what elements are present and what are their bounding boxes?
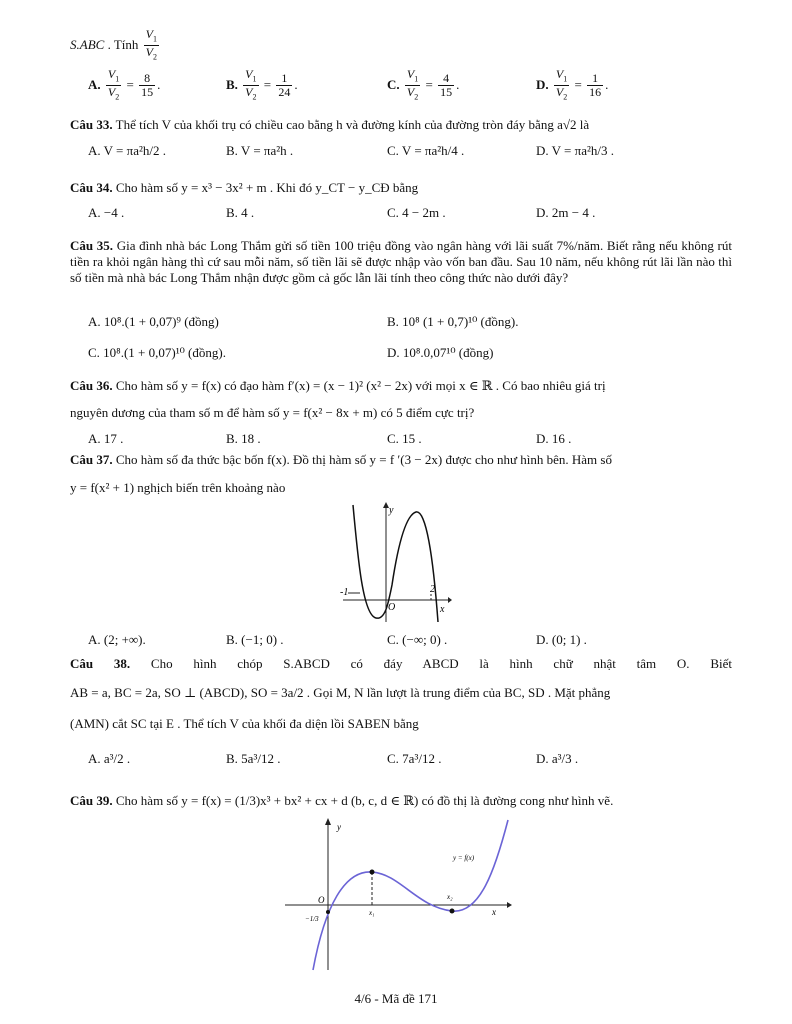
y-label: y [337,822,341,832]
tick-minus-1: -1 [340,587,349,598]
y-label: y [389,505,394,516]
curve-label: y = f(x) [453,854,475,862]
option-a[interactable]: A. −4 . [88,205,125,220]
curve-f-prime [353,505,438,622]
option-c[interactable]: C. 4 − 2m . [387,205,446,220]
curve-f [313,820,508,970]
option-d[interactable]: D. 10⁸.0,07¹⁰ (đồng) [387,345,494,360]
option-b[interactable]: B. 4 . [226,205,255,220]
option-c[interactable]: C. V = πa²h/4 . [387,143,465,158]
origin-label: O [318,895,325,905]
x2-label: x₂ [447,893,453,901]
x-label: x [440,604,445,615]
option-d[interactable]: D. 2m − 4 . [536,205,596,220]
option-a[interactable]: A. 17 . [88,431,124,446]
question-39: Câu 39. Cho hàm số y = f(x) = (1/3)x³ + bx² + cx + d (b, c, d ∈ ℝ) có đồ thị là đường cong như hình vẽ. [70,793,614,808]
question-37: Câu 37. Cho hàm số đa thức bậc bốn f(x). Đồ thị hàm số y = f ′(3 − 2x) được cho như hình bên. Hàm số [70,452,612,467]
tick-2: 2 [430,584,435,595]
option-b[interactable]: B. V = πa²h . [226,143,294,158]
option-d[interactable]: D. 16 . [536,431,572,446]
question-33: Câu 33. Thể tích V của khối trụ có chiều cao bằng h và đường kính của đường tròn đáy bằng a√2 là [70,117,590,132]
top-line: S.ABC . Tính $\frac{V_1}{V_2}$ [70,27,157,62]
graph-q39 [285,815,517,975]
option-d[interactable]: D. $\frac{V_1}{V_2}$ = $\frac{1}{16}$ . [536,67,609,102]
question-38-line3: (AMN) cắt SC tại E . Thể tích V của khối đa diện lồi SABEN bằng [70,716,419,731]
neg-third-label: −1/3 [305,915,319,923]
question-38: Câu 38. Cho hình chóp S.ABCD có đáy ABCD là hình chữ nhật tâm O. Biết [70,656,732,671]
option-b[interactable]: B. 18 . [226,431,261,446]
question-35: Câu 35. Gia đình nhà bác Long Thắm gửi số tiền 100 triệu đồng vào ngân hàng với lãi suất 7%/năm. Biết rằng nếu không rút tiền ra khỏi ngân hàng thì cứ sau mỗi năm, số tiền lãi sẽ được nhập vào vốn ban đầu. Sau 10 năm, nếu không rút lãi lần nào thì số tiền mà nhà bác Long Thắm nhận được gồm cả gốc lẫn lãi tính theo công thức nào dưới đây? [70,238,733,285]
option-d[interactable]: D. V = πa²h/3 . [536,143,614,158]
x1-label: x₁ [369,909,375,917]
question-37-line2: y = f(x² + 1) nghịch biến trên khoảng nào [70,480,286,495]
option-b[interactable]: B. $\frac{V_1}{V_2}$ = $\frac{1}{24}$ . [226,67,298,102]
option-b[interactable]: B. 10⁸ (1 + 0,7)¹⁰ (đồng). [387,314,519,329]
question-36: Câu 36. Cho hàm số y = f(x) có đạo hàm f′(x) = (x − 1)² (x² − 2x) với mọi x ∈ ℝ . Có bao nhiêu giá trị [70,378,606,393]
option-c[interactable]: C. 10⁸.(1 + 0,07)¹⁰ (đồng). [88,345,226,360]
graph-q37 [338,500,453,625]
origin-label: O [388,602,396,613]
option-c[interactable]: C. 15 . [387,431,422,446]
option-d[interactable]: D. a³/3 . [536,751,579,766]
page-footer: 4/6 - Mã đề 171 [354,991,438,1006]
option-d[interactable]: D. (0; 1) . [536,632,587,647]
option-a[interactable]: A. V = πa²h/2 . [88,143,166,158]
question-34: Câu 34. Cho hàm số y = x³ − 3x² + m . Khi đó y_CT − y_CĐ bằng [70,180,419,195]
option-b[interactable]: B. (−1; 0) . [226,632,284,647]
option-a[interactable]: A. 10⁸.(1 + 0,07)⁹ (đồng) [88,314,219,329]
option-a[interactable]: A. (2; +∞). [88,632,146,647]
option-c[interactable]: C. $\frac{V_1}{V_2}$ = $\frac{4}{15}$ . [387,67,460,102]
question-38-line2: AB = a, BC = 2a, SO ⊥ (ABCD), SO = 3a/2 . Gọi M, N lần lượt là trung điểm của BC, SD . Mặt phẳng [70,685,611,700]
option-a[interactable]: A. a³/2 . [88,751,131,766]
option-b[interactable]: B. 5a³/12 . [226,751,281,766]
option-a[interactable]: A. $\frac{V_1}{V_2}$ = $\frac{8}{15}$ . [88,67,161,102]
option-c[interactable]: C. (−∞; 0) . [387,632,448,647]
question-36-line2: nguyên dương của tham số m để hàm số y = f(x² − 8x + m) có 5 điểm cực trị? [70,405,475,420]
x-label: x [492,907,496,917]
option-c[interactable]: C. 7a³/12 . [387,751,442,766]
